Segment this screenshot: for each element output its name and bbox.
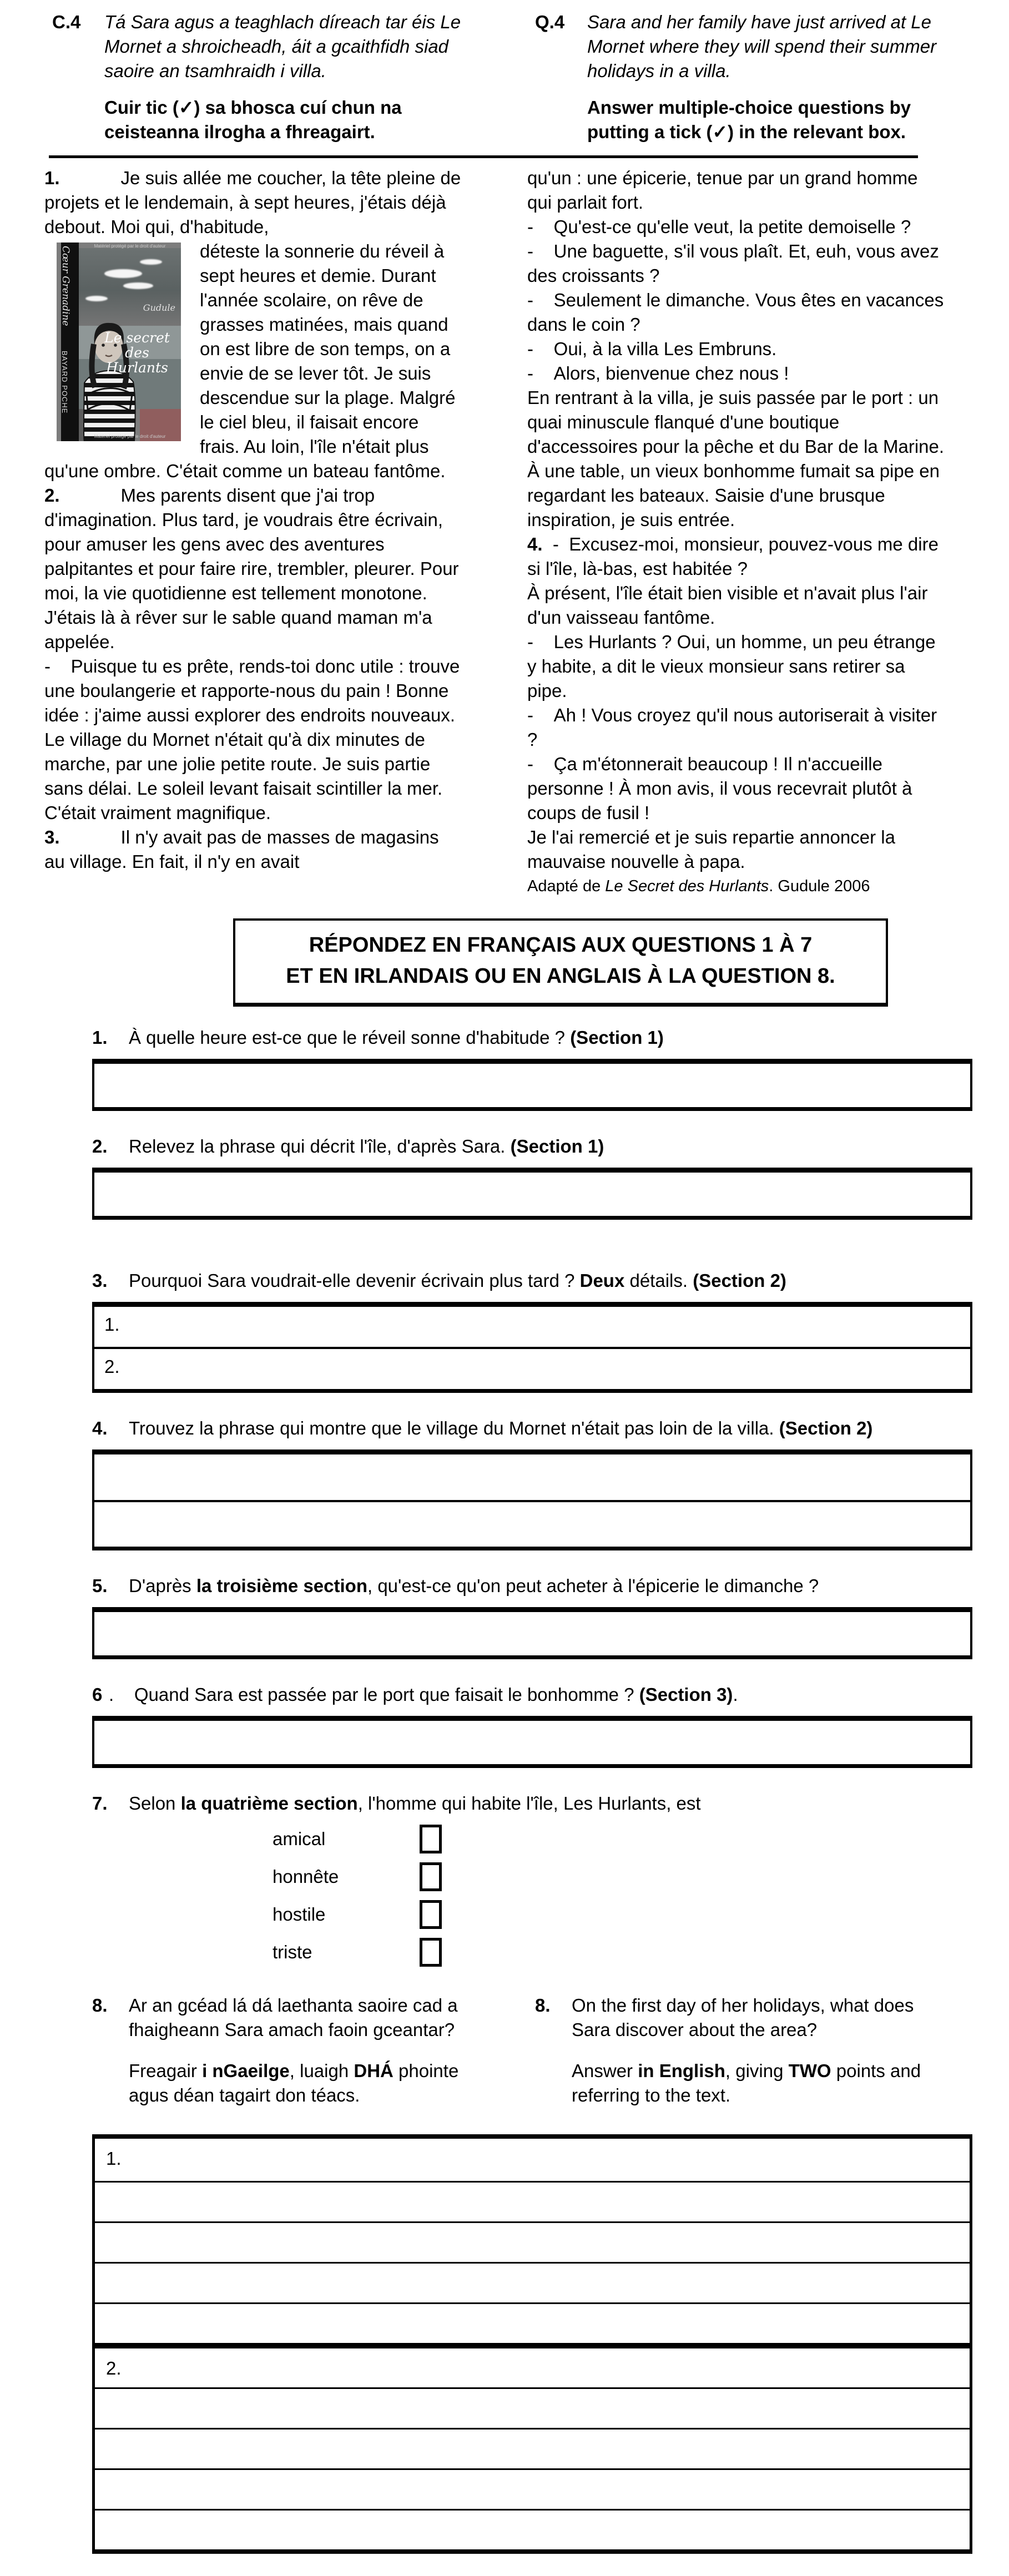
dialogue-line: - Qu'est-ce qu'elle veut, la petite demoiselle ?: [527, 216, 911, 237]
option-hostile-checkbox[interactable]: [420, 1900, 442, 1929]
answer-line[interactable]: [95, 2509, 970, 2549]
question-8-number-english: 8.: [535, 1995, 551, 2016]
question-6-text: . Quand Sara est passée par le port que faisait le bonhomme ? (Section 3).: [109, 1684, 738, 1705]
questions-section: [92, 1026, 972, 1967]
passage-section3-start: 3. Il n'y avait pas de masses de magasins au village. En fait, il n'y en avait: [44, 827, 439, 872]
intro-text-irish: Tá Sara agus a teaghlach díreach tar éis Le Mornet a shroicheadh, áit a gcaithfidh siad saoire an tsamhraidh i villa.: [104, 12, 461, 81]
question-8-answer-sheet: [92, 2134, 972, 2554]
question-7-text: Selon la quatrième section, l'homme qui habite l'île, Les Hurlants, est: [129, 1793, 701, 1814]
dialogue-line: - Alors, bienvenue chez nous !: [527, 363, 789, 383]
question-8: [92, 1993, 965, 2108]
question-8-number-irish: 8.: [92, 1995, 108, 2016]
dialogue-line: - Ça m'étonnerait beaucoup ! Il n'accueille personne ! À mon avis, il vous recevrait plutôt à coups de fusil !: [527, 754, 912, 823]
passage-port-description: En rentrant à la villa, je suis passée par le port : un quai minuscule flanqué d'une boutique d'accessoires pour la pêche et du Bar de la Marine. À une table, un vieux bonhomme fumait sa pipe en regardant les bateaux. Saisie d'une brusque inspiration, je suis entrée.: [527, 387, 945, 530]
question-1-number: 1.: [92, 1027, 108, 1048]
question-4-answer-row-2[interactable]: [94, 1500, 970, 1547]
cover-series-name: Cœur Grenadine: [60, 246, 71, 326]
option-amical-label: amical: [273, 1829, 326, 1849]
cover-surf-blob: [104, 269, 142, 278]
cover-surf-blob: [140, 259, 162, 265]
question-8-instruction-irish: Freagair i nGaeilge, luaigh DHÁ phointe agus déan tagairt don téacs.: [129, 2060, 459, 2105]
answer-line[interactable]: [95, 2181, 970, 2221]
question-6-answer-box[interactable]: [92, 1716, 972, 1768]
passage-section2: 2. Mes parents disent que j'ai trop d'imagination. Plus tard, je voudrais être écrivain, pour amuser les gens avec des aventures palpitantes et pour faire rire, trembler, pleurer. Pour moi, la vie quotidienne est tellement monotone. J'étais là à rêver sur le sable quand maman m'a appelée.: [44, 485, 459, 652]
part-2-label: 2.: [106, 2358, 122, 2378]
cover-copyright-top: Matériel protégé par le droit d'auteur: [94, 244, 166, 249]
question-3-text: Pourquoi Sara voudrait-elle devenir écrivain plus tard ? Deux détails. (Section 2): [129, 1270, 786, 1291]
question-2-text: Relevez la phrase qui décrit l'île, d'après Sara. (Section 1): [129, 1136, 604, 1156]
option-honnete-checkbox[interactable]: [420, 1862, 442, 1891]
question-8-instruction-english: Answer in English, giving TWO points and referring to the text.: [572, 2060, 921, 2105]
dialogue-line: - Les Hurlants ? Oui, un homme, un peu étrange y habite, a dit le vieux monsieur sans retirer sa pipe.: [527, 632, 936, 701]
question-5-answer-box[interactable]: [92, 1607, 972, 1659]
passage-island-description: À présent, l'île était bien visible et n'avait plus l'air d'un vaisseau fantôme.: [527, 583, 928, 628]
question-3-number: 3.: [92, 1270, 108, 1291]
option-amical-checkbox[interactable]: [420, 1825, 442, 1853]
tick-instruction-english: Answer multiple-choice questions by putting a tick (✓) in the relevant box.: [587, 97, 911, 142]
row-label: 2.: [104, 1356, 120, 1377]
instruction-line-2: ET EN IRLANDAIS OU EN ANGLAIS À LA QUESTION 8.: [286, 964, 835, 988]
option-honnete-label: honnête: [273, 1866, 339, 1887]
reading-passage: [44, 166, 965, 898]
question-8-english: [535, 1993, 924, 2108]
passage-closing-line: Je l'ai remercié et je suis repartie annoncer la mauvaise nouvelle à papa.: [527, 827, 895, 872]
passage-section3-continued: qu'un : une épicerie, tenue par un grand homme qui parlait fort.: [527, 168, 918, 213]
question-5: [92, 1574, 972, 1659]
option-hostile-label: hostile: [273, 1904, 326, 1925]
cover-surf-blob: [85, 296, 108, 301]
cover-copyright-bottom: Matériel protégé par le droit d'auteur: [94, 434, 166, 439]
instruction-line-1: RÉPONDEZ EN FRANÇAIS AUX QUESTIONS 1 À 7: [309, 933, 813, 957]
exam-header: [44, 10, 965, 144]
cover-spine: [61, 243, 79, 441]
question-5-number: 5.: [92, 1575, 108, 1596]
question-3: [92, 1269, 972, 1393]
answer-language-instruction-box: [233, 918, 888, 1007]
header-divider: [49, 155, 918, 158]
question-5-text: D'après la troisième section, qu'est-ce qu'on peut acheter à l'épicerie le dimanche ?: [129, 1575, 819, 1596]
intro-text-english: Sara and her family have just arrived at Le Mornet where they will spend their summer holidays in a villa.: [587, 12, 937, 81]
passage-section1-start: 1. Je suis allée me coucher, la tête pleine de projets et le lendemain, à sept heures, j'étais déjà debout. Moi qui, d'habitude,: [44, 168, 461, 237]
tick-instruction-irish: Cuir tic (✓) sa bhosca cuí chun na ceisteanna ilrogha a fhreagairt.: [104, 97, 402, 142]
passage-section4-start: 4. - Excusez-moi, monsieur, pouvez-vous me dire si l'île, là-bas, est habitée ?: [527, 534, 939, 579]
option-triste: [92, 1938, 972, 1967]
question-2-answer-box[interactable]: [92, 1168, 972, 1220]
answer-line[interactable]: [95, 2428, 970, 2468]
dialogue-line: - Seulement le dimanche. Vous êtes en vacances dans le coin ?: [527, 290, 944, 335]
option-amical: [92, 1825, 972, 1853]
answer-part-1-label-row[interactable]: [95, 2139, 970, 2181]
question-6: [92, 1683, 972, 1768]
question-6-number: 6: [92, 1684, 103, 1705]
part-1-label: 1.: [106, 2148, 122, 2169]
question-3-answer-row-2[interactable]: [94, 1347, 970, 1389]
question-4-answer-box: [92, 1449, 972, 1550]
answer-part-2-label-row[interactable]: [95, 2343, 970, 2387]
option-hostile: [92, 1900, 972, 1929]
question-8-text-english: On the first day of her holidays, what does Sara discover about the area?: [572, 1995, 914, 2040]
passage-dialogue-mother: - Puisque tu es prête, rends-toi donc utile : trouve une boulangerie et rapporte-nous du pain ! Bonne idée : j'aime aussi explorer des endroits nouveaux. Le village du Mornet n'était qu'à dix minutes de marche, par une jolie petite route. Je suis partie sans délai. Le soleil levant faisait scintiller la mer. C'était vraiment magnifique.: [44, 656, 460, 823]
question-4-answer-row-1[interactable]: [94, 1454, 970, 1500]
row-label: 1.: [104, 1314, 120, 1335]
answer-line[interactable]: [95, 2387, 970, 2428]
question-7-number: 7.: [92, 1793, 108, 1814]
passage-source-credit: Adapté de Le Secret des Hurlants. Gudule 2006: [527, 877, 870, 895]
question-1-text: À quelle heure est-ce que le réveil sonne d'habitude ? (Section 1): [129, 1027, 664, 1048]
option-triste-label: triste: [273, 1942, 312, 1962]
question-1: [92, 1026, 972, 1111]
book-cover-image: [57, 243, 181, 441]
cover-surf-blob: [123, 282, 153, 289]
question-8-irish: [92, 1993, 481, 2108]
question-3-answer-row-1[interactable]: [94, 1307, 970, 1347]
cover-publisher: BAYARD POCHE: [60, 351, 69, 414]
answer-line[interactable]: [95, 2262, 970, 2302]
question-2-number: 2.: [92, 1136, 108, 1156]
question-4-number: 4.: [92, 1418, 108, 1438]
option-triste-checkbox[interactable]: [420, 1938, 442, 1967]
cover-title: Le secret des Hurlants: [104, 330, 170, 376]
option-honnete: [92, 1862, 972, 1891]
question-7: [92, 1791, 972, 1967]
dialogue-line: - Oui, à la villa Les Embruns.: [527, 339, 777, 359]
question-3-answer-box: [92, 1302, 972, 1393]
question-1-answer-box[interactable]: [92, 1059, 972, 1111]
dialogue-line: - Une baguette, s'il vous plaît. Et, euh, vous avez des croissants ?: [527, 241, 939, 286]
passage-section1-continued: déteste la sonnerie du réveil à sept heures et demie. Durant l'année scolaire, on rêve de grasses matinées, mais quand on est libre de son temps, on a envie de se lever tôt. Je suis descendue sur la plage. Malgré le ciel bleu, il faisait encore frais. Au loin, l'île n'était plus qu'une ombre. C'était comme un bateau fantôme.: [44, 241, 456, 481]
dialogue-line: - Ah ! Vous croyez qu'il nous autoriserait à visiter ?: [527, 705, 937, 750]
answer-line[interactable]: [95, 2302, 970, 2343]
question-label-english: Q.4: [535, 12, 565, 32]
question-4: [92, 1416, 972, 1550]
answer-line[interactable]: [95, 2468, 970, 2509]
cover-author: Gudule: [143, 302, 175, 313]
question-4-text: Trouvez la phrase qui montre que le village du Mornet n'était pas loin de la villa. (Section 2): [129, 1418, 873, 1438]
question-8-text-irish: Ar an gcéad lá dá laethanta saoire cad a fhaigheann Sara amach faoin gceantar?: [129, 1995, 458, 2040]
question-2: [92, 1134, 972, 1220]
question-label-irish: C.4: [52, 12, 81, 32]
answer-line[interactable]: [95, 2221, 970, 2262]
